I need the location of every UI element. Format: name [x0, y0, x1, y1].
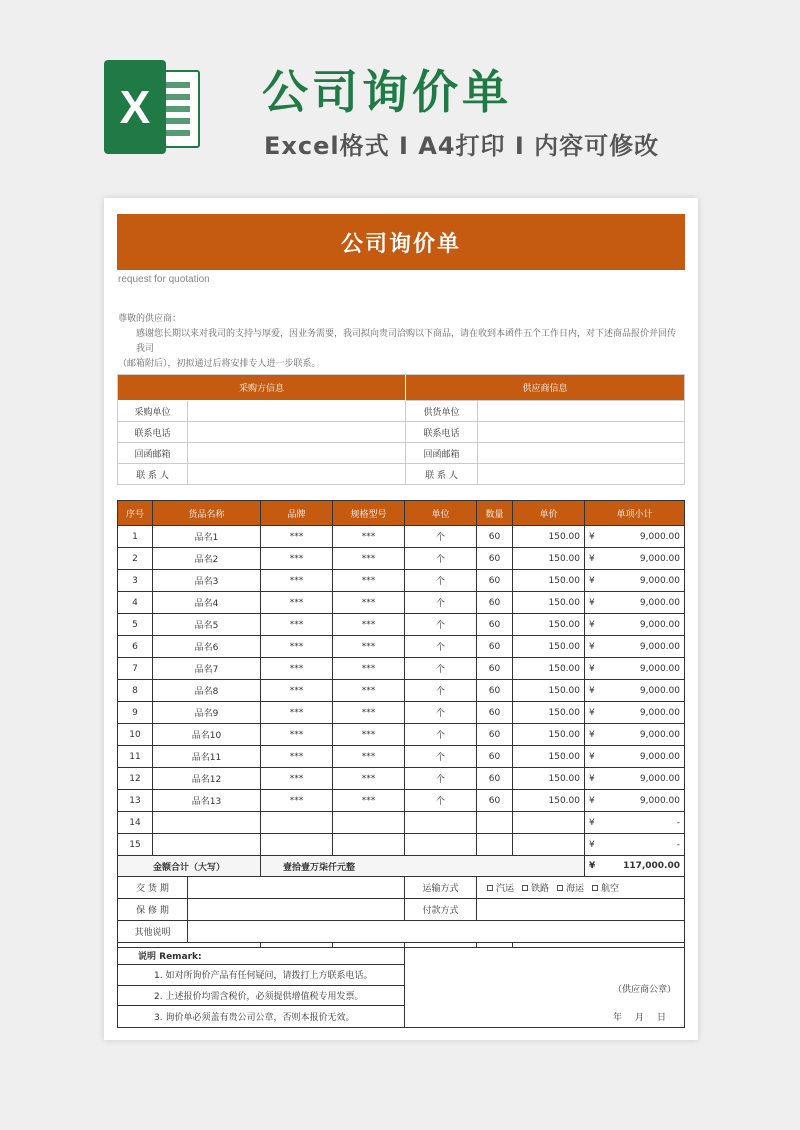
cell-qty[interactable]: 60 [477, 680, 513, 702]
subtotal-value: 9,000.00 [639, 729, 680, 740]
currency-symbol: ¥ [589, 773, 595, 784]
checkbox-icon[interactable] [557, 885, 563, 891]
cell-subtotal[interactable] [585, 592, 685, 614]
cell-subtotal[interactable] [585, 746, 685, 768]
buyer-value-cell[interactable] [188, 401, 406, 422]
buyer-value-cell[interactable] [188, 443, 406, 464]
checkbox-icon[interactable] [487, 885, 493, 891]
warranty-value-cell[interactable] [188, 899, 405, 921]
cell-spec[interactable] [333, 812, 405, 834]
cell-name[interactable] [153, 834, 261, 856]
cell-no[interactable]: 8 [118, 680, 153, 702]
supplier-info-header: 供应商信息 [406, 375, 685, 401]
cell-qty[interactable]: 60 [477, 570, 513, 592]
table-row [118, 658, 685, 680]
document-subtitle: request for quotation [118, 274, 210, 285]
buyer-label: 采购单位 [118, 401, 188, 422]
col-header: 单位 [405, 501, 477, 526]
cell-name[interactable] [153, 812, 261, 834]
cell-no[interactable]: 15 [118, 834, 153, 856]
cell-brand[interactable]: *** [261, 636, 333, 658]
cell-name[interactable]: 品名4 [153, 592, 261, 614]
cell-name[interactable]: 品名12 [153, 768, 261, 790]
cell-name[interactable]: 品名10 [153, 724, 261, 746]
cell-unit[interactable]: 个 [405, 548, 477, 570]
cell-brand[interactable]: *** [261, 724, 333, 746]
cell-qty[interactable]: 60 [477, 768, 513, 790]
total-in-words: 壹拾壹万柒仟元整 [261, 856, 585, 877]
cell-unit[interactable]: 个 [405, 658, 477, 680]
currency-symbol: ¥ [589, 795, 595, 806]
subtotal-value: 9,000.00 [639, 553, 680, 564]
cell-brand[interactable]: *** [261, 658, 333, 680]
seal-label: （供应商公章） [613, 985, 677, 995]
supplier-value-cell[interactable] [478, 401, 685, 422]
cell-qty[interactable] [477, 812, 513, 834]
cell-price[interactable]: 150.00 [513, 592, 585, 614]
cell-brand[interactable] [261, 834, 333, 856]
table-row [118, 680, 685, 702]
col-header: 规格型号 [333, 501, 405, 526]
warranty-label: 保 修 期 [118, 899, 188, 921]
cell-subtotal[interactable] [585, 636, 685, 658]
cell-brand[interactable]: *** [261, 768, 333, 790]
cell-no[interactable]: 9 [118, 702, 153, 724]
cell-spec[interactable]: *** [333, 614, 405, 636]
cell-qty[interactable]: 60 [477, 592, 513, 614]
table-row [118, 746, 685, 768]
checkbox-icon[interactable] [522, 885, 528, 891]
cell-subtotal[interactable] [585, 570, 685, 592]
cell-unit[interactable]: 个 [405, 526, 477, 548]
remark-title: 说明 Remark: [118, 948, 404, 965]
table-row [118, 570, 685, 592]
buyer-value-cell[interactable] [188, 422, 406, 443]
option-truck: 汽运 [496, 884, 515, 894]
cell-spec[interactable]: *** [333, 658, 405, 680]
cell-qty[interactable]: 60 [477, 548, 513, 570]
currency-symbol: ¥ [589, 619, 595, 630]
currency-symbol: ¥ [589, 685, 595, 696]
cell-qty[interactable]: 60 [477, 746, 513, 768]
remark-item: 1. 如对所询价产品有任何疑问，请拨打上方联系电话。 [118, 965, 404, 986]
currency-symbol: ¥ [589, 707, 595, 718]
excel-logo-icon [104, 60, 204, 154]
total-row [118, 856, 685, 877]
buyer-label: 回函邮箱 [118, 443, 188, 464]
cell-qty[interactable]: 60 [477, 526, 513, 548]
table-row [118, 526, 685, 548]
cell-qty[interactable]: 60 [477, 658, 513, 680]
cell-price[interactable] [513, 834, 585, 856]
cell-spec[interactable]: *** [333, 746, 405, 768]
supplier-label: 联系电话 [406, 422, 478, 443]
cell-unit[interactable]: 个 [405, 768, 477, 790]
cell-brand[interactable]: *** [261, 570, 333, 592]
cell-name[interactable]: 品名5 [153, 614, 261, 636]
banner-title: 公司询价单 [262, 65, 512, 119]
subtotal-value: 9,000.00 [639, 531, 680, 542]
cell-subtotal[interactable] [585, 680, 685, 702]
currency-symbol: ¥ [589, 751, 595, 762]
table-row [118, 812, 685, 834]
cell-unit[interactable]: 个 [405, 680, 477, 702]
option-air: 航空 [601, 884, 620, 894]
col-header: 单价 [513, 501, 585, 526]
cell-no[interactable]: 7 [118, 658, 153, 680]
cell-price[interactable] [513, 812, 585, 834]
cell-price[interactable]: 150.00 [513, 548, 585, 570]
cell-name[interactable]: 品名6 [153, 636, 261, 658]
cell-brand[interactable]: *** [261, 746, 333, 768]
table-row [118, 636, 685, 658]
total-amount [585, 856, 685, 877]
cell-name[interactable]: 品名11 [153, 746, 261, 768]
remarks-section [118, 948, 685, 1028]
currency-symbol: ¥ [589, 817, 595, 828]
cell-brand[interactable]: *** [261, 548, 333, 570]
cell-unit[interactable]: 个 [405, 570, 477, 592]
subtotal-value: 9,000.00 [639, 707, 680, 718]
items-header-row [118, 501, 685, 526]
col-header: 序号 [118, 501, 153, 526]
remark-item: 2. 上述报价均需含税价，必须提供增值税专用发票。 [118, 986, 404, 1007]
cell-no[interactable]: 6 [118, 636, 153, 658]
cell-subtotal[interactable] [585, 790, 685, 812]
cell-no[interactable]: 13 [118, 790, 153, 812]
cell-brand[interactable]: *** [261, 680, 333, 702]
cell-spec[interactable]: *** [333, 526, 405, 548]
cell-name[interactable]: 品名9 [153, 702, 261, 724]
other-value-cell[interactable] [188, 921, 685, 943]
other-label: 其他说明 [118, 921, 188, 943]
subtotal-value: 9,000.00 [639, 773, 680, 784]
table-row [118, 834, 685, 856]
total-value: 117,000.00 [623, 861, 680, 871]
table-row [118, 548, 685, 570]
col-header: 单项小计 [585, 501, 685, 526]
cell-price[interactable]: 150.00 [513, 790, 585, 812]
cell-price[interactable]: 150.00 [513, 636, 585, 658]
cell-price[interactable]: 150.00 [513, 658, 585, 680]
subtotal-value: - [676, 839, 680, 850]
delivery-value-cell[interactable] [188, 877, 405, 899]
table-row [118, 702, 685, 724]
logo-letter: X [104, 60, 166, 154]
cell-name[interactable]: 品名1 [153, 526, 261, 548]
cell-no[interactable]: 11 [118, 746, 153, 768]
delivery-label: 交 货 期 [118, 877, 188, 899]
cell-unit[interactable]: 个 [405, 702, 477, 724]
date-year: 年 [613, 1013, 623, 1023]
cell-brand[interactable]: *** [261, 702, 333, 724]
subtotal-value: 9,000.00 [639, 685, 680, 696]
cell-spec[interactable]: *** [333, 570, 405, 592]
table-row [118, 724, 685, 746]
cell-subtotal[interactable] [585, 526, 685, 548]
cell-brand[interactable]: *** [261, 592, 333, 614]
payment-label: 付款方式 [405, 899, 477, 921]
date-month: 月 [635, 1013, 645, 1023]
col-header: 数量 [477, 501, 513, 526]
option-sea: 海运 [566, 884, 585, 894]
cell-unit[interactable]: 个 [405, 746, 477, 768]
document-page [104, 198, 698, 1040]
checkbox-icon[interactable] [592, 885, 598, 891]
currency-symbol: ¥ [589, 553, 595, 564]
cell-unit[interactable] [405, 812, 477, 834]
cell-subtotal[interactable] [585, 812, 685, 834]
intro-line-2: （邮箱附后），初拟通过后将安排专人进一步联系。 [118, 359, 321, 369]
cell-spec[interactable]: *** [333, 702, 405, 724]
cell-qty[interactable]: 60 [477, 636, 513, 658]
currency-symbol: ¥ [589, 663, 595, 674]
seal-area[interactable] [405, 948, 685, 1028]
cell-no[interactable]: 2 [118, 548, 153, 570]
cell-unit[interactable]: 个 [405, 592, 477, 614]
cell-no[interactable]: 4 [118, 592, 153, 614]
cell-spec[interactable]: *** [333, 636, 405, 658]
buyer-info-header: 采购方信息 [118, 375, 406, 401]
cell-spec[interactable]: *** [333, 592, 405, 614]
shipping-options [477, 877, 685, 899]
currency-symbol: ¥ [589, 729, 595, 740]
currency-symbol: ¥ [589, 839, 595, 850]
cell-subtotal[interactable] [585, 548, 685, 570]
cell-spec[interactable]: *** [333, 680, 405, 702]
intro-line-1: 感谢您长期以来对我司的支持与厚爱，因业务需要，我司拟向贵司洽购以下商品，请在收到本函件五个工作日内，对下述商品报价并回传我司 [136, 329, 677, 354]
payment-value-cell[interactable] [477, 899, 685, 921]
subtotal-value: 9,000.00 [639, 751, 680, 762]
table-row [118, 790, 685, 812]
cell-qty[interactable]: 60 [477, 724, 513, 746]
greeting: 尊敬的供应商： [118, 314, 182, 324]
cell-unit[interactable] [405, 834, 477, 856]
cell-subtotal[interactable] [585, 834, 685, 856]
cell-price[interactable]: 150.00 [513, 570, 585, 592]
remark-item: 3. 询价单必须盖有贵公司公章，否则本报价无效。 [154, 1013, 355, 1024]
supplier-label: 供货单位 [406, 401, 478, 422]
table-row [118, 614, 685, 636]
supplier-label: 回函邮箱 [406, 443, 478, 464]
col-header: 品牌 [261, 501, 333, 526]
currency-symbol: ¥ [589, 597, 595, 608]
cell-price[interactable]: 150.00 [513, 702, 585, 724]
date-day: 日 [657, 1013, 667, 1023]
cell-no[interactable]: 3 [118, 570, 153, 592]
table-row [118, 592, 685, 614]
buyer-label: 联系电话 [118, 422, 188, 443]
cell-brand[interactable]: *** [261, 614, 333, 636]
subtotal-value: 9,000.00 [639, 575, 680, 586]
cell-spec[interactable]: *** [333, 790, 405, 812]
cell-price[interactable]: 150.00 [513, 614, 585, 636]
currency-symbol: ¥ [589, 531, 595, 542]
cell-no[interactable]: 12 [118, 768, 153, 790]
supplier-label: 联 系 人 [406, 464, 478, 485]
cell-subtotal[interactable] [585, 658, 685, 680]
supplier-value-cell[interactable] [478, 464, 685, 485]
cell-brand[interactable]: *** [261, 790, 333, 812]
cell-price[interactable]: 150.00 [513, 768, 585, 790]
cell-name[interactable]: 品名13 [153, 790, 261, 812]
cell-subtotal[interactable] [585, 724, 685, 746]
cell-name[interactable]: 品名2 [153, 548, 261, 570]
items-table [117, 500, 685, 1028]
intro-text [118, 312, 684, 372]
cell-spec[interactable]: *** [333, 724, 405, 746]
cell-name[interactable]: 品名3 [153, 570, 261, 592]
cell-unit[interactable]: 个 [405, 724, 477, 746]
total-label: 金额合计（大写） [118, 856, 261, 877]
currency-symbol: ¥ [589, 861, 596, 871]
cell-name[interactable]: 品名7 [153, 658, 261, 680]
supplier-value-cell[interactable] [478, 443, 685, 464]
buyer-label: 联 系 人 [118, 464, 188, 485]
cell-brand[interactable] [261, 812, 333, 834]
banner-subtitle: Excel格式 I A4打印 I 内容可修改 [264, 132, 660, 160]
cell-subtotal[interactable] [585, 614, 685, 636]
col-header: 货品名称 [153, 501, 261, 526]
cell-no[interactable]: 5 [118, 614, 153, 636]
cell-qty[interactable]: 60 [477, 702, 513, 724]
buyer-value-cell[interactable] [188, 464, 406, 485]
subtotal-value: 9,000.00 [639, 663, 680, 674]
cell-unit[interactable]: 个 [405, 636, 477, 658]
cell-price[interactable]: 150.00 [513, 680, 585, 702]
cell-subtotal[interactable] [585, 768, 685, 790]
option-rail: 铁路 [531, 884, 550, 894]
subtotal-value: - [676, 817, 680, 828]
subtotal-value: 9,000.00 [639, 795, 680, 806]
cell-price[interactable]: 150.00 [513, 526, 585, 548]
subtotal-value: 9,000.00 [639, 619, 680, 630]
document-title: 公司询价单 [117, 214, 685, 270]
cell-unit[interactable]: 个 [405, 790, 477, 812]
cell-qty[interactable] [477, 834, 513, 856]
table-row [118, 768, 685, 790]
cell-no[interactable]: 10 [118, 724, 153, 746]
supplier-value-cell[interactable] [478, 422, 685, 443]
cell-spec[interactable]: *** [333, 768, 405, 790]
party-info-table [117, 374, 685, 485]
currency-symbol: ¥ [589, 575, 595, 586]
cell-qty[interactable]: 60 [477, 790, 513, 812]
cell-no[interactable]: 14 [118, 812, 153, 834]
subtotal-value: 9,000.00 [639, 641, 680, 652]
subtotal-value: 9,000.00 [639, 597, 680, 608]
cell-qty[interactable]: 60 [477, 614, 513, 636]
currency-symbol: ¥ [589, 641, 595, 652]
cell-spec[interactable]: *** [333, 548, 405, 570]
cell-price[interactable]: 150.00 [513, 724, 585, 746]
cell-unit[interactable]: 个 [405, 614, 477, 636]
cell-brand[interactable]: *** [261, 526, 333, 548]
shipping-label: 运输方式 [405, 877, 477, 899]
cell-spec[interactable] [333, 834, 405, 856]
cell-subtotal[interactable] [585, 702, 685, 724]
cell-price[interactable]: 150.00 [513, 746, 585, 768]
cell-name[interactable]: 品名8 [153, 680, 261, 702]
cell-no[interactable]: 1 [118, 526, 153, 548]
